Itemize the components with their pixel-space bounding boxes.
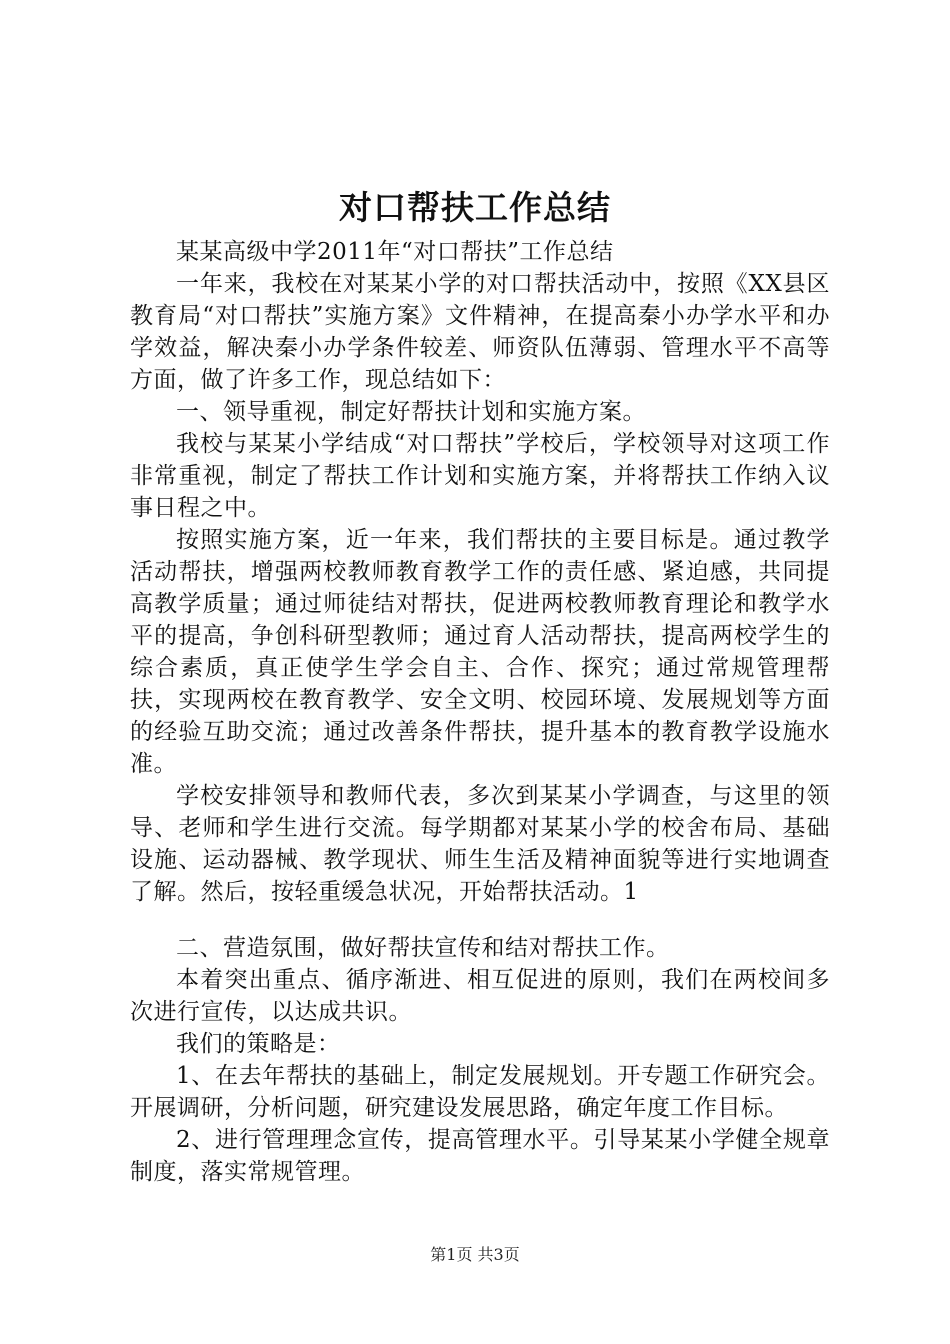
- paragraph-strategy-intro: 我们的策略是：: [176, 1031, 341, 1057]
- document-title: 对口帮扶工作总结: [339, 188, 611, 227]
- paragraph-strategy-2: 2、进行管理理念宣传，提高管理水平。引导某某小学健全规章制度，落实常规管理。: [130, 1127, 830, 1185]
- paragraph-heading-line: 某某高级中学2011年“对口帮扶”工作总结: [176, 239, 614, 265]
- paragraph-leadership: 我校与某某小学结成“对口帮扶”学校后，学校领导对这项工作非常重视，制定了帮扶工作计划和实施方案，并将帮扶工作纳入议事日程之中。: [130, 431, 830, 521]
- page-number-footer: 第1页 共3页: [430, 1245, 520, 1264]
- paragraph-section-1-heading: 一、领导重视，制定好帮扶计划和实施方案。: [176, 399, 646, 425]
- paragraph-strategy-1: 1、在去年帮扶的基础上，制定发展规划。开专题工作研究会。开展调研，分析问题，研究建设发展思路，确定年度工作目标。: [130, 1063, 830, 1121]
- paragraph-investigation: 学校安排领导和教师代表，多次到某某小学调查，与这里的领导、老师和学生进行交流。每学期都对某某小学的校舍布局、基础设施、运动器械、教学现状、师生生活及精神面貌等进行实地调查了解。然后，按轻重缓急状况，开始帮扶活动。1: [130, 783, 830, 905]
- paragraph-goals: 按照实施方案，近一年来，我们帮扶的主要目标是。通过教学活动帮扶，增强两校教师教育教学工作的责任感、紧迫感，共同提高教学质量；通过师徒结对帮扶，促进两校教师教育理论和教学水平的提高，争创科研型教师；通过育人活动帮扶，提高两校学生的综合素质，真正使学生学会自主、合作、探究；通过常规管理帮扶，实现两校在教育教学、安全文明、校园环境、发展规划等方面的经验互助交流；通过改善条件帮扶，提升基本的教育教学设施水准。: [130, 527, 830, 777]
- paragraph-intro: 一年来，我校在对某某小学的对口帮扶活动中，按照《XX县区教育局“对口帮扶”实施方案》文件精神，在提高秦小办学水平和办学效益，解决秦小办学条件较差、师资队伍薄弱、管理水平不高等方面，做了许多工作，现总结如下：: [130, 271, 830, 393]
- document-body: [130, 236, 830, 1188]
- paragraph-section-2-heading: 二、营造氛围，做好帮扶宣传和结对帮扶工作。: [176, 935, 670, 961]
- paragraph-principles: 本着突出重点、循序渐进、相互促进的原则，我们在两校间多次进行宣传，以达成共识。: [130, 967, 830, 1025]
